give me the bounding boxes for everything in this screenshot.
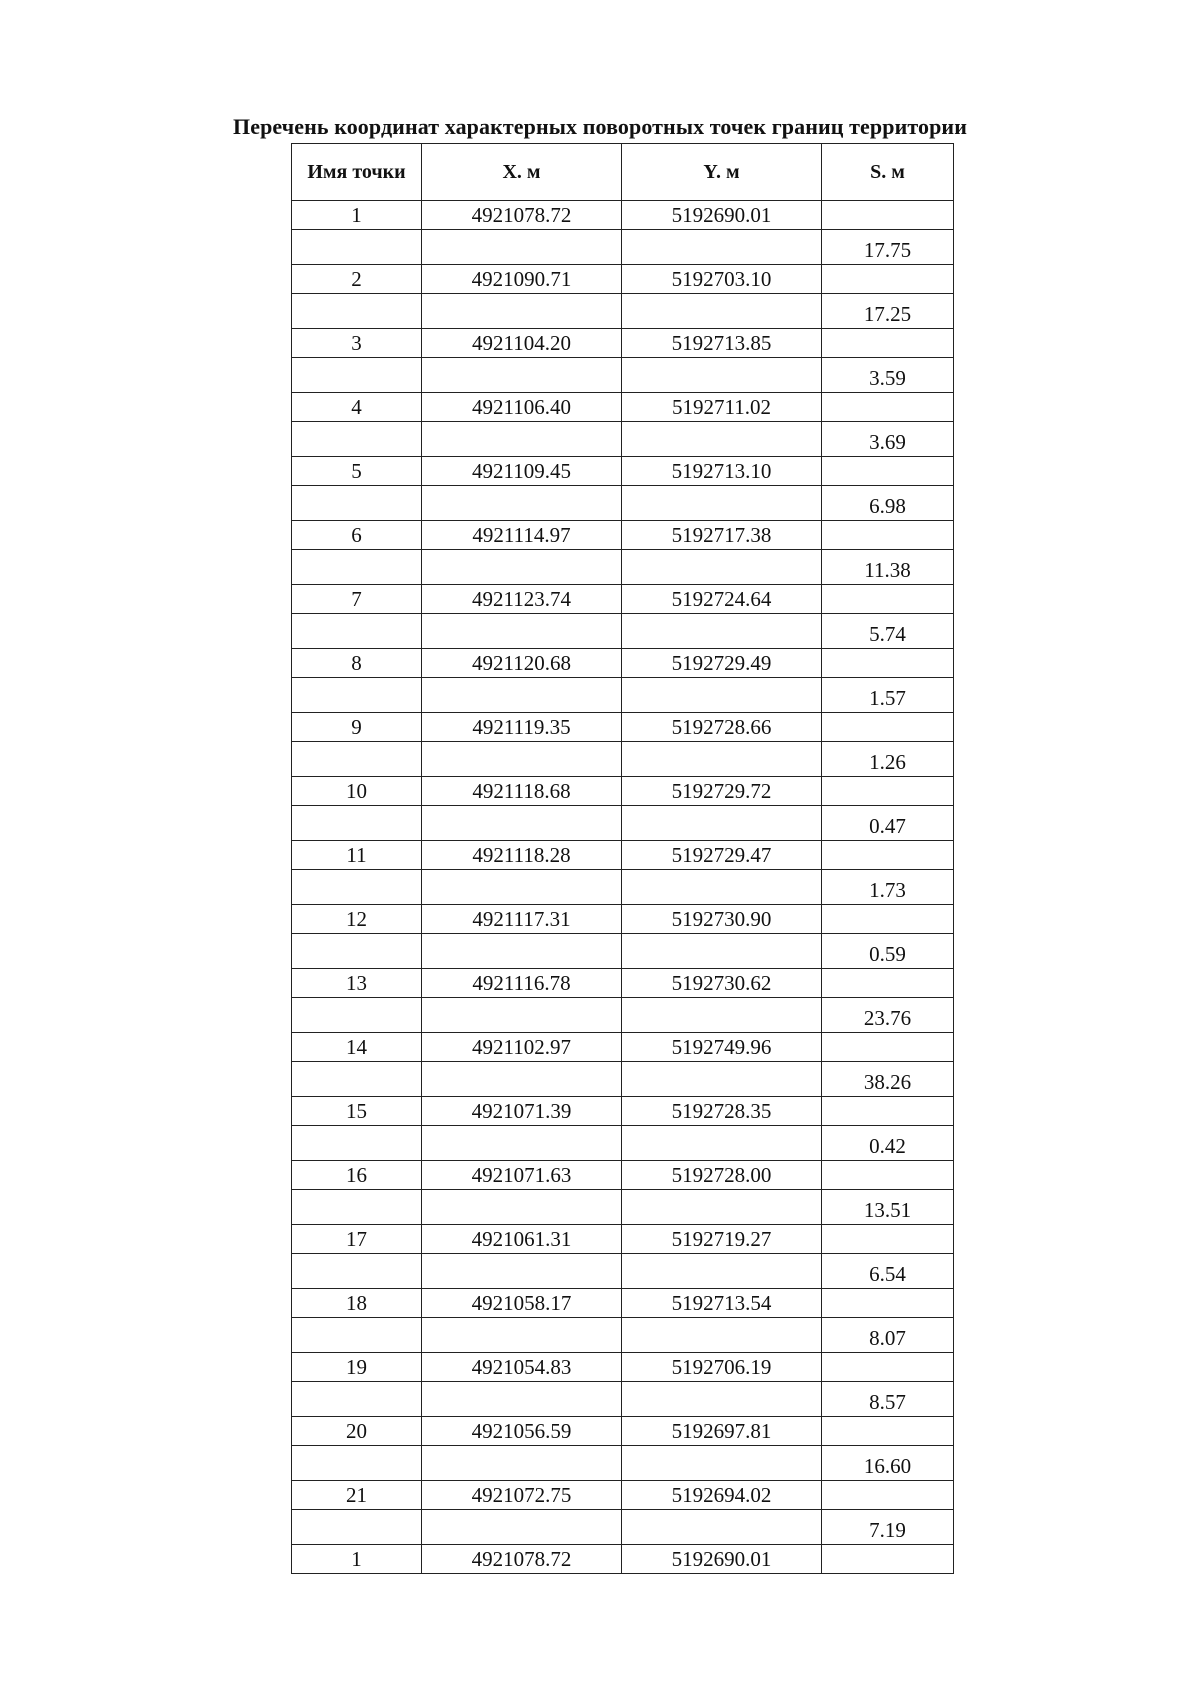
empty-cell: [292, 294, 422, 329]
y-coordinate-cell: 5192728.35: [622, 1097, 822, 1126]
distance-cell: 13.51: [822, 1190, 954, 1225]
empty-distance-cell: [822, 1161, 954, 1190]
x-coordinate-cell: 4921114.97: [422, 521, 622, 550]
x-coordinate-cell: 4921109.45: [422, 457, 622, 486]
header-point-name: Имя точки: [292, 144, 422, 201]
empty-cell: [292, 1382, 422, 1417]
distance-cell: 23.76: [822, 998, 954, 1033]
empty-cell: [292, 998, 422, 1033]
distance-row: [292, 1510, 954, 1545]
empty-cell: [422, 934, 622, 969]
distance-cell: 11.38: [822, 550, 954, 585]
empty-cell: [422, 422, 622, 457]
empty-distance-cell: [822, 393, 954, 422]
distance-cell: 38.26: [822, 1062, 954, 1097]
point-row: [292, 201, 954, 230]
distance-cell: 17.25: [822, 294, 954, 329]
empty-cell: [292, 486, 422, 521]
empty-cell: [422, 550, 622, 585]
point-row: [292, 1033, 954, 1062]
empty-cell: [622, 1126, 822, 1161]
point-row: [292, 457, 954, 486]
x-coordinate-cell: 4921120.68: [422, 649, 622, 678]
point-row: [292, 1481, 954, 1510]
empty-cell: [422, 1254, 622, 1289]
point-row: [292, 1353, 954, 1382]
point-name-cell: 18: [292, 1289, 422, 1318]
y-coordinate-cell: 5192719.27: [622, 1225, 822, 1254]
x-coordinate-cell: 4921090.71: [422, 265, 622, 294]
empty-cell: [622, 1062, 822, 1097]
empty-cell: [422, 806, 622, 841]
distance-cell: 0.42: [822, 1126, 954, 1161]
empty-distance-cell: [822, 329, 954, 358]
empty-cell: [292, 1126, 422, 1161]
empty-cell: [622, 678, 822, 713]
y-coordinate-cell: 5192690.01: [622, 201, 822, 230]
x-coordinate-cell: 4921104.20: [422, 329, 622, 358]
distance-cell: 8.57: [822, 1382, 954, 1417]
header-s: S. м: [822, 144, 954, 201]
empty-cell: [422, 1318, 622, 1353]
table-header-row: [292, 144, 954, 201]
empty-cell: [622, 422, 822, 457]
distance-row: [292, 870, 954, 905]
empty-cell: [422, 678, 622, 713]
empty-cell: [292, 1062, 422, 1097]
distance-row: [292, 998, 954, 1033]
empty-cell: [422, 1190, 622, 1225]
y-coordinate-cell: 5192717.38: [622, 521, 822, 550]
point-name-cell: 20: [292, 1417, 422, 1446]
distance-row: [292, 1126, 954, 1161]
empty-cell: [422, 1126, 622, 1161]
empty-cell: [292, 1190, 422, 1225]
point-name-cell: 4: [292, 393, 422, 422]
empty-cell: [622, 870, 822, 905]
point-name-cell: 13: [292, 969, 422, 998]
point-name-cell: 1: [292, 201, 422, 230]
y-coordinate-cell: 5192703.10: [622, 265, 822, 294]
point-name-cell: 8: [292, 649, 422, 678]
point-row: [292, 841, 954, 870]
empty-cell: [622, 230, 822, 265]
empty-cell: [622, 806, 822, 841]
y-coordinate-cell: 5192694.02: [622, 1481, 822, 1510]
empty-distance-cell: [822, 201, 954, 230]
empty-cell: [292, 806, 422, 841]
point-row: [292, 521, 954, 550]
point-name-cell: 6: [292, 521, 422, 550]
empty-cell: [622, 614, 822, 649]
empty-cell: [622, 294, 822, 329]
empty-distance-cell: [822, 1353, 954, 1382]
x-coordinate-cell: 4921056.59: [422, 1417, 622, 1446]
distance-cell: 7.19: [822, 1510, 954, 1545]
distance-cell: 6.54: [822, 1254, 954, 1289]
empty-cell: [622, 1446, 822, 1481]
x-coordinate-cell: 4921118.68: [422, 777, 622, 806]
distance-cell: 17.75: [822, 230, 954, 265]
y-coordinate-cell: 5192728.66: [622, 713, 822, 742]
y-coordinate-cell: 5192706.19: [622, 1353, 822, 1382]
point-name-cell: 7: [292, 585, 422, 614]
empty-distance-cell: [822, 1097, 954, 1126]
x-coordinate-cell: 4921106.40: [422, 393, 622, 422]
point-row: [292, 1161, 954, 1190]
point-row: [292, 585, 954, 614]
empty-cell: [622, 1510, 822, 1545]
distance-row: [292, 1382, 954, 1417]
distance-row: [292, 1062, 954, 1097]
empty-cell: [422, 486, 622, 521]
header-y: Y. м: [622, 144, 822, 201]
distance-row: [292, 1190, 954, 1225]
point-name-cell: 15: [292, 1097, 422, 1126]
document-title: Перечень координат характерных поворотных точек границ территории: [233, 114, 967, 139]
distance-cell: 3.59: [822, 358, 954, 393]
empty-cell: [422, 358, 622, 393]
empty-distance-cell: [822, 457, 954, 486]
distance-cell: 3.69: [822, 422, 954, 457]
y-coordinate-cell: 5192729.47: [622, 841, 822, 870]
point-name-cell: 11: [292, 841, 422, 870]
empty-distance-cell: [822, 585, 954, 614]
empty-cell: [422, 870, 622, 905]
point-name-cell: 19: [292, 1353, 422, 1382]
distance-cell: 0.47: [822, 806, 954, 841]
empty-distance-cell: [822, 1545, 954, 1574]
point-row: [292, 777, 954, 806]
distance-cell: 16.60: [822, 1446, 954, 1481]
point-name-cell: 16: [292, 1161, 422, 1190]
empty-cell: [422, 742, 622, 777]
x-coordinate-cell: 4921123.74: [422, 585, 622, 614]
x-coordinate-cell: 4921072.75: [422, 1481, 622, 1510]
empty-cell: [622, 742, 822, 777]
empty-cell: [622, 358, 822, 393]
point-row: [292, 1417, 954, 1446]
point-row: [292, 905, 954, 934]
distance-cell: 0.59: [822, 934, 954, 969]
empty-cell: [292, 678, 422, 713]
empty-cell: [622, 1254, 822, 1289]
empty-distance-cell: [822, 1289, 954, 1318]
point-name-cell: 10: [292, 777, 422, 806]
empty-cell: [422, 230, 622, 265]
empty-cell: [292, 1446, 422, 1481]
header-x: X. м: [422, 144, 622, 201]
x-coordinate-cell: 4921071.39: [422, 1097, 622, 1126]
x-coordinate-cell: 4921061.31: [422, 1225, 622, 1254]
empty-distance-cell: [822, 265, 954, 294]
empty-distance-cell: [822, 905, 954, 934]
distance-row: [292, 678, 954, 713]
point-name-cell: 17: [292, 1225, 422, 1254]
empty-cell: [422, 1382, 622, 1417]
distance-row: [292, 294, 954, 329]
empty-cell: [622, 1190, 822, 1225]
empty-distance-cell: [822, 777, 954, 806]
y-coordinate-cell: 5192711.02: [622, 393, 822, 422]
distance-row: [292, 614, 954, 649]
distance-row: [292, 550, 954, 585]
empty-cell: [292, 358, 422, 393]
empty-cell: [292, 550, 422, 585]
x-coordinate-cell: 4921116.78: [422, 969, 622, 998]
empty-distance-cell: [822, 1481, 954, 1510]
x-coordinate-cell: 4921117.31: [422, 905, 622, 934]
empty-cell: [622, 1318, 822, 1353]
point-name-cell: 12: [292, 905, 422, 934]
distance-row: [292, 742, 954, 777]
point-row: [292, 713, 954, 742]
distance-cell: 1.26: [822, 742, 954, 777]
distance-cell: 1.73: [822, 870, 954, 905]
distance-row: [292, 1254, 954, 1289]
x-coordinate-cell: 4921054.83: [422, 1353, 622, 1382]
y-coordinate-cell: 5192729.49: [622, 649, 822, 678]
distance-row: [292, 1446, 954, 1481]
distance-cell: 8.07: [822, 1318, 954, 1353]
y-coordinate-cell: 5192690.01: [622, 1545, 822, 1574]
y-coordinate-cell: 5192713.85: [622, 329, 822, 358]
point-row: [292, 969, 954, 998]
empty-distance-cell: [822, 521, 954, 550]
y-coordinate-cell: 5192697.81: [622, 1417, 822, 1446]
distance-cell: 1.57: [822, 678, 954, 713]
empty-distance-cell: [822, 1417, 954, 1446]
y-coordinate-cell: 5192724.64: [622, 585, 822, 614]
point-name-cell: 1: [292, 1545, 422, 1574]
empty-cell: [292, 870, 422, 905]
empty-cell: [292, 230, 422, 265]
distance-cell: 5.74: [822, 614, 954, 649]
point-name-cell: 21: [292, 1481, 422, 1510]
point-row: [292, 265, 954, 294]
y-coordinate-cell: 5192728.00: [622, 1161, 822, 1190]
empty-cell: [292, 934, 422, 969]
x-coordinate-cell: 4921119.35: [422, 713, 622, 742]
empty-distance-cell: [822, 649, 954, 678]
empty-distance-cell: [822, 841, 954, 870]
y-coordinate-cell: 5192713.10: [622, 457, 822, 486]
point-row: [292, 1225, 954, 1254]
empty-cell: [292, 742, 422, 777]
distance-row: [292, 934, 954, 969]
x-coordinate-cell: 4921078.72: [422, 201, 622, 230]
empty-cell: [292, 1318, 422, 1353]
point-row: [292, 393, 954, 422]
point-row: [292, 329, 954, 358]
x-coordinate-cell: 4921071.63: [422, 1161, 622, 1190]
empty-distance-cell: [822, 1033, 954, 1062]
x-coordinate-cell: 4921078.72: [422, 1545, 622, 1574]
empty-distance-cell: [822, 713, 954, 742]
distance-row: [292, 1318, 954, 1353]
x-coordinate-cell: 4921102.97: [422, 1033, 622, 1062]
y-coordinate-cell: 5192729.72: [622, 777, 822, 806]
empty-cell: [422, 998, 622, 1033]
empty-cell: [622, 998, 822, 1033]
point-name-cell: 3: [292, 329, 422, 358]
coordinates-table: [291, 143, 954, 1574]
empty-cell: [422, 1510, 622, 1545]
point-name-cell: 9: [292, 713, 422, 742]
y-coordinate-cell: 5192730.90: [622, 905, 822, 934]
empty-cell: [622, 1382, 822, 1417]
empty-cell: [422, 1446, 622, 1481]
y-coordinate-cell: 5192749.96: [622, 1033, 822, 1062]
point-row: [292, 1289, 954, 1318]
empty-cell: [622, 934, 822, 969]
point-row: [292, 1545, 954, 1574]
distance-cell: 6.98: [822, 486, 954, 521]
distance-row: [292, 358, 954, 393]
empty-cell: [422, 614, 622, 649]
point-name-cell: 14: [292, 1033, 422, 1062]
table-body: [292, 201, 954, 1574]
x-coordinate-cell: 4921118.28: [422, 841, 622, 870]
distance-row: [292, 806, 954, 841]
empty-cell: [622, 486, 822, 521]
empty-cell: [422, 294, 622, 329]
y-coordinate-cell: 5192730.62: [622, 969, 822, 998]
empty-cell: [422, 1062, 622, 1097]
point-row: [292, 649, 954, 678]
point-row: [292, 1097, 954, 1126]
empty-distance-cell: [822, 1225, 954, 1254]
empty-cell: [622, 550, 822, 585]
x-coordinate-cell: 4921058.17: [422, 1289, 622, 1318]
y-coordinate-cell: 5192713.54: [622, 1289, 822, 1318]
point-name-cell: 5: [292, 457, 422, 486]
distance-row: [292, 422, 954, 457]
empty-cell: [292, 1254, 422, 1289]
empty-cell: [292, 614, 422, 649]
empty-distance-cell: [822, 969, 954, 998]
empty-cell: [292, 1510, 422, 1545]
distance-row: [292, 230, 954, 265]
empty-cell: [292, 422, 422, 457]
distance-row: [292, 486, 954, 521]
point-name-cell: 2: [292, 265, 422, 294]
